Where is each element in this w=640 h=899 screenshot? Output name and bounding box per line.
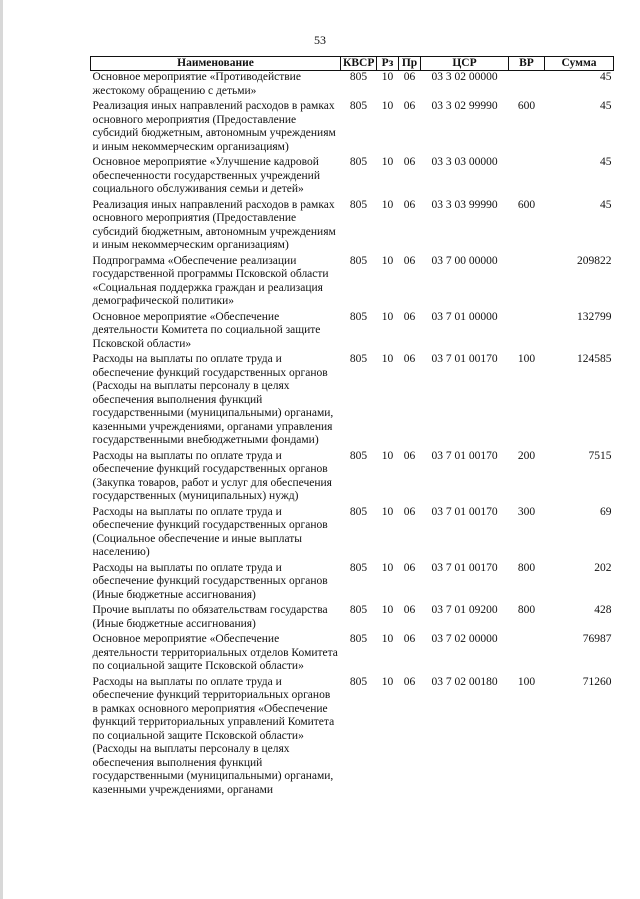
row-pr: 06 xyxy=(403,561,416,574)
table-row xyxy=(91,353,614,450)
budget-table xyxy=(90,56,614,799)
row-rz: 10 xyxy=(381,604,394,616)
row-pr: 06 xyxy=(403,449,416,462)
row-vr xyxy=(509,71,545,101)
row-name: Расходы на выплаты по оплате труда и обеспечение функций государственных органов (Расходы на выплаты персоналу в целях обеспечения выполнения функций государственными (муниципальными) органами, казенными учреждениями, органами управления государственными внебюджетными фондами) xyxy=(92,353,334,446)
row-sum: 45 xyxy=(600,198,612,211)
row-rz: 10 xyxy=(381,254,394,267)
table-row xyxy=(91,450,614,506)
row-name: Расходы на выплаты по оплате труда и обеспечение функций государственных органов (Иные бюджетные ассигнования) xyxy=(92,561,328,601)
row-name: Основное мероприятие «Улучшение кадровой обеспеченности государственных учреждений социального обслуживания семьи и детей» xyxy=(92,156,320,195)
row-sum: 7515 xyxy=(588,449,612,462)
table-row xyxy=(91,71,614,101)
row-sum: 132799 xyxy=(577,310,612,323)
row-csr: 03 7 02 00000 xyxy=(431,633,498,645)
row-name: Реализация иных направлений расходов в рамках основного мероприятия (Предоставление субсидий бюджетным, автономным учреждениям и иным некоммерческим организациям) xyxy=(92,100,336,153)
row-vr: 800 xyxy=(517,604,536,616)
row-pr: 06 xyxy=(403,675,416,688)
row-pr: 06 xyxy=(403,198,416,211)
row-csr: 03 7 00 00000 xyxy=(431,254,498,267)
row-pr: 06 xyxy=(403,254,416,267)
header-rz: Рз xyxy=(377,57,399,71)
row-vr: 800 xyxy=(517,561,536,574)
row-sum: 45 xyxy=(600,71,612,83)
row-kvsr: 805 xyxy=(349,561,368,574)
row-kvsr: 805 xyxy=(349,254,368,267)
header-vr: ВР xyxy=(509,57,545,71)
row-csr: 03 3 03 99990 xyxy=(431,198,498,211)
header-name: Наименование xyxy=(91,57,341,71)
row-sum: 76987 xyxy=(582,633,612,645)
scan-edge xyxy=(0,0,3,899)
row-kvsr: 805 xyxy=(349,198,368,211)
row-vr xyxy=(509,633,545,676)
row-rz: 10 xyxy=(381,198,394,211)
row-csr: 03 3 03 00000 xyxy=(431,156,498,168)
row-rz: 10 xyxy=(381,71,394,83)
header-sum: Сумма xyxy=(545,57,614,71)
row-kvsr: 805 xyxy=(349,156,368,168)
table-row xyxy=(91,156,614,199)
table-row xyxy=(91,562,614,605)
row-vr: 600 xyxy=(517,100,536,112)
row-sum: 124585 xyxy=(577,353,612,365)
row-sum: 45 xyxy=(600,100,612,112)
row-rz: 10 xyxy=(381,353,394,365)
row-rz: 10 xyxy=(381,675,394,688)
table-row xyxy=(91,604,614,633)
row-kvsr: 805 xyxy=(349,604,368,616)
row-name: Расходы на выплаты по оплате труда и обеспечение функций государственных органов (Социальное обеспечение и иные выплаты населению) xyxy=(92,505,328,558)
table-row xyxy=(91,311,614,354)
row-csr: 03 7 01 09200 xyxy=(431,604,498,616)
row-rz: 10 xyxy=(381,449,394,462)
row-csr: 03 3 02 99990 xyxy=(431,100,498,112)
row-kvsr: 805 xyxy=(349,100,368,112)
page-number: 53 xyxy=(314,33,326,47)
row-kvsr: 805 xyxy=(349,71,368,83)
row-name: Расходы на выплаты по оплате труда и обеспечение функций территориальных органов в рамках основного мероприятия «Обеспечение функций территориальных управлений Комитета по социальной защите Псковской области» (Расходы на выплаты персоналу в целях обеспечения выполнения функций государственными (муниципальными) органами, казенными учреждениями, органами xyxy=(92,675,335,796)
row-pr: 06 xyxy=(403,353,416,365)
row-sum: 202 xyxy=(594,561,612,574)
row-name: Прочие выплаты по обязательствам государства (Иные бюджетные ассигнования) xyxy=(92,604,328,630)
row-kvsr: 805 xyxy=(349,675,368,688)
row-vr: 100 xyxy=(517,675,536,688)
row-rz: 10 xyxy=(381,561,394,574)
row-vr xyxy=(509,255,545,311)
row-vr xyxy=(509,156,545,199)
row-rz: 10 xyxy=(381,310,394,323)
row-name: Основное мероприятие «Противодействие жестокому обращению с детьми» xyxy=(92,71,301,97)
row-vr: 600 xyxy=(517,198,536,211)
table-row xyxy=(91,199,614,255)
row-vr xyxy=(509,311,545,354)
header-kvsr: КВСР xyxy=(341,57,377,71)
table-row xyxy=(91,506,614,562)
row-name: Основное мероприятие «Обеспечение деятельности Комитета по социальной защите Псковской области» xyxy=(92,310,321,350)
row-sum: 428 xyxy=(594,604,612,616)
row-sum: 45 xyxy=(600,156,612,168)
row-pr: 06 xyxy=(403,310,416,323)
row-name: Расходы на выплаты по оплате труда и обеспечение функций государственных органов (Закупка товаров, работ и услуг для обеспечения государственных (муниципальных) нужд) xyxy=(92,449,332,502)
header-csr: ЦСР xyxy=(421,57,509,71)
row-csr: 03 7 01 00000 xyxy=(431,310,498,323)
row-pr: 06 xyxy=(403,604,416,616)
row-csr: 03 7 01 00170 xyxy=(431,449,498,462)
table-row xyxy=(91,255,614,311)
row-vr: 300 xyxy=(517,505,536,518)
row-csr: 03 7 01 00170 xyxy=(431,353,498,365)
header-pr: Пр xyxy=(399,57,421,71)
table-header-row xyxy=(91,57,614,71)
row-name: Реализация иных направлений расходов в рамках основного мероприятия (Предоставление субсидий бюджетным, автономным учреждениям и иным некоммерческим организациям) xyxy=(92,198,336,251)
row-rz: 10 xyxy=(381,100,394,112)
row-pr: 06 xyxy=(403,100,416,112)
row-csr: 03 3 02 00000 xyxy=(431,71,498,83)
row-pr: 06 xyxy=(403,71,416,83)
row-pr: 06 xyxy=(403,505,416,518)
row-sum: 71260 xyxy=(582,675,612,688)
row-vr: 200 xyxy=(517,449,536,462)
row-csr: 03 7 01 00170 xyxy=(431,561,498,574)
row-pr: 06 xyxy=(403,156,416,168)
row-vr: 100 xyxy=(517,353,536,365)
row-rz: 10 xyxy=(381,633,394,645)
row-csr: 03 7 01 00170 xyxy=(431,505,498,518)
table-row xyxy=(91,100,614,156)
row-pr: 06 xyxy=(403,633,416,645)
row-kvsr: 805 xyxy=(349,310,368,323)
row-kvsr: 805 xyxy=(349,449,368,462)
table-row xyxy=(91,633,614,676)
row-sum: 69 xyxy=(600,505,612,518)
row-sum: 209822 xyxy=(577,254,612,267)
row-kvsr: 805 xyxy=(349,505,368,518)
row-rz: 10 xyxy=(381,156,394,168)
row-name: Подпрограмма «Обеспечение реализации государственной программы Псковской области «Социальная поддержка граждан и реализация демографической политики» xyxy=(92,254,329,307)
row-kvsr: 805 xyxy=(349,353,368,365)
row-rz: 10 xyxy=(381,505,394,518)
row-kvsr: 805 xyxy=(349,633,368,645)
table-row xyxy=(91,676,614,800)
row-name: Основное мероприятие «Обеспечение деятельности территориальных отделов Комитета по социальной защите Псковской области» xyxy=(92,633,338,672)
row-csr: 03 7 02 00180 xyxy=(431,675,498,688)
